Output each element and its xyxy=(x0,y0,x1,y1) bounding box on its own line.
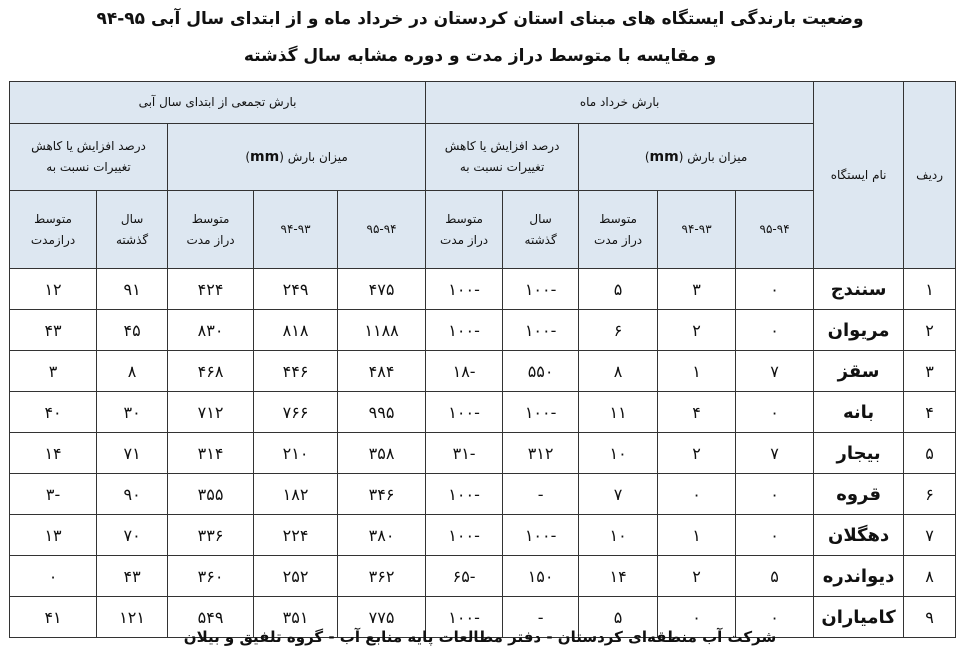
cell-k9495: ۰ xyxy=(736,392,814,433)
cell-station: کامیاران xyxy=(814,597,904,638)
cell-clast: ۴۵ xyxy=(97,310,168,351)
cell-station: سقز xyxy=(814,351,904,392)
cell-c9394: ۱۸۲ xyxy=(254,474,338,515)
cell-c9394: ۸۱۸ xyxy=(254,310,338,351)
cell-station: سنندج xyxy=(814,269,904,310)
cell-kavgp: -۱۰۰ xyxy=(426,515,503,556)
cell-k9394: ۰ xyxy=(658,597,736,638)
header-station: نام ایستگاه xyxy=(814,82,904,269)
header-khordad-rain-amount xyxy=(579,124,814,191)
cell-kavg: ۵ xyxy=(579,597,658,638)
rain-amount-label: میزان بارش ( xyxy=(279,149,348,164)
cell-clast: ۸ xyxy=(97,351,168,392)
cell-k9394: ۳ xyxy=(658,269,736,310)
cell-kavgp: -۱۸ xyxy=(426,351,503,392)
col-label-line1: سال xyxy=(120,211,144,226)
percent-label-line1: درصد افزایش یا کاهش xyxy=(31,139,146,153)
cell-radif: ۷ xyxy=(904,515,956,556)
cell-cavgp: ۱۴ xyxy=(10,433,97,474)
cell-clast: ۴۳ xyxy=(97,556,168,597)
cell-kavg: ۱۱ xyxy=(579,392,658,433)
percent-label-line2: تغییرات نسبت به xyxy=(46,160,131,174)
cell-cavgp: ۳ xyxy=(10,351,97,392)
cell-kavg: ۱۰ xyxy=(579,433,658,474)
cell-radif: ۹ xyxy=(904,597,956,638)
header-c-9394: ۹۴-۹۳ xyxy=(254,191,338,269)
cell-cavgp: ۴۱ xyxy=(10,597,97,638)
cell-k9394: ۰ xyxy=(658,474,736,515)
cell-station: بانه xyxy=(814,392,904,433)
cell-kavgp: -۱۰۰ xyxy=(426,392,503,433)
cell-k9495: ۵ xyxy=(736,556,814,597)
header-radif: ردیف xyxy=(904,82,956,269)
report-title-line2: و مقایسه با متوسط دراز مدت و دوره مشابه سال گذشته xyxy=(243,46,717,66)
header-c-avg xyxy=(168,191,254,269)
cell-k9394: ۱ xyxy=(658,515,736,556)
cell-kavgp: -۳۱ xyxy=(426,433,503,474)
cell-k9394: ۲ xyxy=(658,310,736,351)
cell-radif: ۲ xyxy=(904,310,956,351)
header-k-9394: ۹۴-۹۳ xyxy=(658,191,736,269)
table-row xyxy=(10,556,956,597)
col-label-line2: دراز مدت xyxy=(440,232,489,247)
rain-amount-close: ) xyxy=(644,149,650,164)
percent-label-line2: تغییرات نسبت به xyxy=(459,160,545,174)
header-k-avg-pct xyxy=(426,191,503,269)
cell-clast: ۹۰ xyxy=(97,474,168,515)
col-label-line1: متوسط xyxy=(599,211,637,226)
cell-clast: ۷۰ xyxy=(97,515,168,556)
cell-station: دیواندره xyxy=(814,556,904,597)
cell-cavgp: ۰ xyxy=(10,556,97,597)
cell-c9394: ۴۴۶ xyxy=(254,351,338,392)
header-c-9495: ۹۵-۹۴ xyxy=(338,191,426,269)
cell-k9394: ۲ xyxy=(658,556,736,597)
cell-cavg: ۳۱۴ xyxy=(168,433,254,474)
cell-radif: ۸ xyxy=(904,556,956,597)
cell-c9394: ۲۴۹ xyxy=(254,269,338,310)
cell-station: مریوان xyxy=(814,310,904,351)
table-row xyxy=(10,269,956,310)
cell-cavgp: ۱۳ xyxy=(10,515,97,556)
cell-k9495: ۰ xyxy=(736,597,814,638)
cell-c9495: ۳۸۰ xyxy=(338,515,426,556)
col-label-line1: سال xyxy=(529,211,552,226)
header-k-avg xyxy=(579,191,658,269)
cell-klast: -۱۰۰ xyxy=(503,269,579,310)
cell-k9495: ۰ xyxy=(736,269,814,310)
cell-kavg: ۸ xyxy=(579,351,658,392)
header-cumulative-group: بارش تجمعی از ابتدای سال آبی xyxy=(10,82,426,124)
col-label-line2: دراز مدت xyxy=(594,232,643,247)
cell-c9495: ۷۷۵ xyxy=(338,597,426,638)
table-row xyxy=(10,515,956,556)
table-row xyxy=(10,351,956,392)
cell-kavgp: -۱۰۰ xyxy=(426,474,503,515)
cell-k9394: ۱ xyxy=(658,351,736,392)
cell-cavg: ۳۳۶ xyxy=(168,515,254,556)
cell-station: دهگلان xyxy=(814,515,904,556)
cell-kavg: ۶ xyxy=(579,310,658,351)
col-label-line1: متوسط xyxy=(445,211,483,226)
cell-k9495: ۰ xyxy=(736,474,814,515)
cell-klast: - xyxy=(503,474,579,515)
percent-label-line1: درصد افزایش یا کاهش xyxy=(444,139,560,153)
col-label-line2: گذشته xyxy=(116,232,149,247)
cell-c9394: ۷۶۶ xyxy=(254,392,338,433)
col-label-line2: دراز مدت xyxy=(186,232,235,247)
header-khordad-group: بارش خرداد ماه xyxy=(426,82,814,124)
cell-kavg: ۱۴ xyxy=(579,556,658,597)
cell-k9394: ۲ xyxy=(658,433,736,474)
cell-cavg: ۴۲۴ xyxy=(168,269,254,310)
report-title-line1: وضعیت بارندگی ایستگاه های مبنای استان کردستان در خرداد ماه و از ابتدای سال آبی ۹۵-۹۴ xyxy=(96,9,864,29)
header-k-9495: ۹۵-۹۴ xyxy=(736,191,814,269)
cell-k9495: ۷ xyxy=(736,351,814,392)
rainfall-table xyxy=(9,81,956,638)
rain-unit: mm xyxy=(649,148,679,165)
cell-cavg: ۳۵۵ xyxy=(168,474,254,515)
cell-klast: -۱۰۰ xyxy=(503,515,579,556)
cell-cavgp: ۴۳ xyxy=(10,310,97,351)
cell-klast: - xyxy=(503,597,579,638)
cell-station: قروه xyxy=(814,474,904,515)
cell-cavg: ۷۱۲ xyxy=(168,392,254,433)
cell-c9495: ۹۹۵ xyxy=(338,392,426,433)
cell-klast: -۱۰۰ xyxy=(503,310,579,351)
cell-kavg: ۷ xyxy=(579,474,658,515)
cell-kavgp: -۶۵ xyxy=(426,556,503,597)
header-cumulative-percent xyxy=(10,124,168,191)
cell-kavgp: -۱۰۰ xyxy=(426,310,503,351)
header-khordad-percent xyxy=(426,124,579,191)
header-c-avg-pct xyxy=(10,191,97,269)
cell-k9394: ۴ xyxy=(658,392,736,433)
col-label-line1: متوسط xyxy=(191,211,230,226)
cell-radif: ۶ xyxy=(904,474,956,515)
rain-amount-close: ) xyxy=(245,149,251,164)
cell-radif: ۱ xyxy=(904,269,956,310)
cell-cavg: ۴۶۸ xyxy=(168,351,254,392)
rain-amount-label: میزان بارش ( xyxy=(678,149,748,164)
cell-radif: ۵ xyxy=(904,433,956,474)
cell-cavg: ۳۶۰ xyxy=(168,556,254,597)
col-label-line2: درازمدت xyxy=(30,232,76,247)
cell-klast: ۱۵۰ xyxy=(503,556,579,597)
cell-k9495: ۰ xyxy=(736,515,814,556)
cell-c9495: ۳۶۲ xyxy=(338,556,426,597)
cell-cavgp: ۴۰ xyxy=(10,392,97,433)
cell-c9394: ۲۱۰ xyxy=(254,433,338,474)
cell-c9495: ۳۵۸ xyxy=(338,433,426,474)
cell-k9495: ۰ xyxy=(736,310,814,351)
cell-c9495: ۳۴۶ xyxy=(338,474,426,515)
header-c-last-year xyxy=(97,191,168,269)
cell-klast: -۱۰۰ xyxy=(503,392,579,433)
cell-cavg: ۸۳۰ xyxy=(168,310,254,351)
cell-clast: ۳۰ xyxy=(97,392,168,433)
cell-kavgp: -۱۰۰ xyxy=(426,269,503,310)
table-row xyxy=(10,392,956,433)
cell-radif: ۳ xyxy=(904,351,956,392)
table-row xyxy=(10,474,956,515)
cell-cavgp: -۳ xyxy=(10,474,97,515)
cell-kavg: ۱۰ xyxy=(579,515,658,556)
cell-cavg: ۵۴۹ xyxy=(168,597,254,638)
header-k-last-year xyxy=(503,191,579,269)
cell-c9394: ۳۵۱ xyxy=(254,597,338,638)
footer-source: شرکت آب منطقه‌ای کردستان - دفتر مطالعات پایه منابع آب - گروه تلفیق و بیلان xyxy=(183,628,777,646)
cell-c9394: ۲۲۴ xyxy=(254,515,338,556)
col-label-line2: گذشته xyxy=(524,232,557,247)
cell-k9495: ۷ xyxy=(736,433,814,474)
table-row xyxy=(10,433,956,474)
cell-clast: ۱۲۱ xyxy=(97,597,168,638)
header-cumulative-rain-amount xyxy=(168,124,426,191)
cell-c9495: ۱۱۸۸ xyxy=(338,310,426,351)
cell-cavgp: ۱۲ xyxy=(10,269,97,310)
cell-clast: ۹۱ xyxy=(97,269,168,310)
cell-c9495: ۴۷۵ xyxy=(338,269,426,310)
cell-c9394: ۲۵۲ xyxy=(254,556,338,597)
cell-clast: ۷۱ xyxy=(97,433,168,474)
cell-klast: ۵۵۰ xyxy=(503,351,579,392)
table-row xyxy=(10,310,956,351)
cell-kavgp: -۱۰۰ xyxy=(426,597,503,638)
col-label-line1: متوسط xyxy=(34,211,72,226)
rain-unit: mm xyxy=(250,148,280,165)
cell-radif: ۴ xyxy=(904,392,956,433)
cell-station: بیجار xyxy=(814,433,904,474)
cell-kavg: ۵ xyxy=(579,269,658,310)
cell-klast: ۳۱۲ xyxy=(503,433,579,474)
cell-c9495: ۴۸۴ xyxy=(338,351,426,392)
